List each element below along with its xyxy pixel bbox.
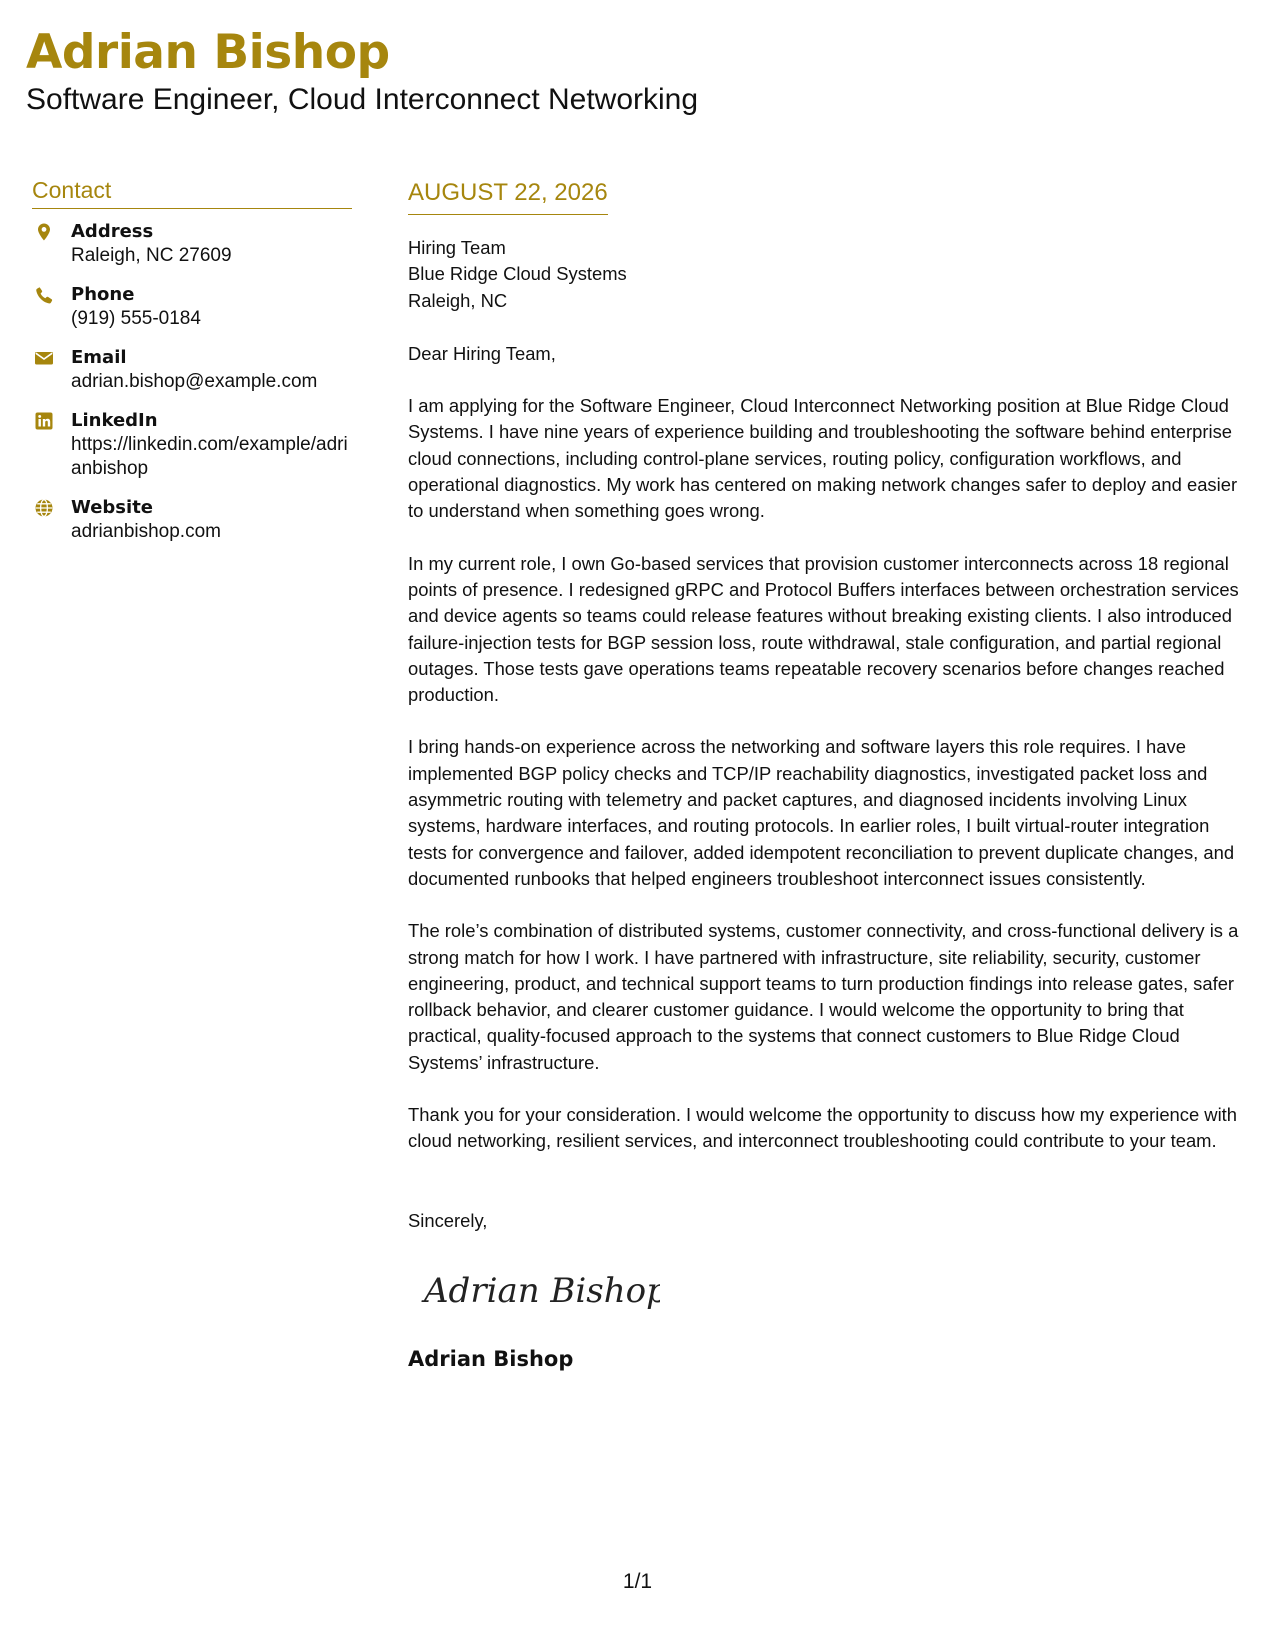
- map-pin-icon: [34, 222, 54, 242]
- signer-name: Adrian Bishop: [408, 1346, 574, 1371]
- contact-value: https://linkedin.com/example/adrianbishop: [71, 434, 348, 479]
- letter-body: [408, 178, 1253, 1372]
- salutation: Dear Hiring Team,: [408, 342, 556, 364]
- header: [26, 22, 698, 118]
- contact-item-website: [32, 495, 352, 544]
- contact-heading: Contact: [32, 176, 352, 209]
- contact-item-email: [32, 345, 352, 394]
- letter-paragraph: Thank you for your consideration. I would welcome the opportunity to discuss how my experience with cloud networking, resilient services, and interconnect troubleshooting could contribute to your team.: [408, 1104, 1238, 1152]
- globe-icon: [34, 498, 54, 518]
- letter-paragraph: I am applying for the Software Engineer, Cloud Interconnect Networking position at Blue Ridge Cloud Systems. I have nine years of experience building and troubleshooting the software behind enterprise cloud connections, including control-plane services, routing policy, configuration workflows, and operational diagnostics. My work has centered on making network changes safer to deploy and easier to understand when something goes wrong.: [408, 395, 1238, 522]
- closing: Sincerely,: [408, 1209, 488, 1231]
- contact-value: adrianbishop.com: [71, 521, 221, 542]
- contact-value: (919) 555-0184: [71, 308, 201, 329]
- recipient-line: Blue Ridge Cloud Systems: [408, 263, 627, 285]
- contact-sidebar: [32, 176, 352, 558]
- recipient-line: Hiring Team: [408, 237, 506, 258]
- contact-label: Email: [71, 347, 127, 368]
- recipient-block: [408, 235, 1253, 314]
- letter-paragraph: The role’s combination of distributed systems, customer connectivity, and cross-functional delivery is a strong match for how I work. I have partnered with infrastructure, site reliability, security, customer engineering, product, and technical support teams to turn production findings into release gates, safer rollback behavior, and clearer customer guidance. I would welcome the opportunity to bring that practical, quality-focused approach to the systems that connect customers to Blue Ridge Cloud Systems’ infrastructure.: [408, 920, 1239, 1073]
- contact-item-linkedin: [32, 408, 352, 481]
- contact-label: LinkedIn: [71, 410, 158, 431]
- page-number: 1/1: [622, 1570, 653, 1593]
- letter-date: AUGUST 22, 2026: [408, 178, 608, 215]
- contact-item-address: [32, 219, 352, 268]
- recipient-line: Raleigh, NC: [408, 289, 508, 311]
- contact-value: Raleigh, NC 27609: [71, 245, 232, 266]
- contact-label: Address: [71, 221, 154, 242]
- contact-value: adrian.bishop@example.com: [71, 371, 318, 392]
- contact-label: Phone: [71, 284, 135, 305]
- handwritten-signature: [420, 1262, 660, 1318]
- contact-label: Website: [71, 497, 154, 518]
- letter-paragraph: In my current role, I own Go-based services that provision customer interconnects across 18 regional points of presence. I redesigned gRPC and Protocol Buffers interfaces between orchestration services and device agents so teams could release features without breaking existing clients. I also introduced failure-injection tests for BGP session loss, route withdrawal, stale configuration, and partial regional outages. Those tests gave operations teams repeatable recovery scenarios before changes reached production.: [408, 552, 1239, 706]
- signature-drawing: Adrian Bishop: [424, 1270, 660, 1311]
- letter-paragraph: I bring hands-on experience across the networking and software layers this role requires. I have implemented BGP policy checks and TCP/IP reachability diagnostics, investigated packet loss and asymmetric routing with telemetry and packet captures, and diagnosed incidents involving Linux systems, hardware interfaces, and routing protocols. In earlier roles, I built virtual-router integration tests for convergence and failover, added idempotent reconciliation to prevent duplicate changes, and documented runbooks that helped engineers troubleshoot interconnect issues consistently.: [408, 736, 1235, 889]
- job-title: Software Engineer, Cloud Interconnect Networking: [26, 83, 699, 116]
- contact-list: [32, 219, 352, 544]
- linkedin-icon: [34, 411, 54, 431]
- applicant-name: Adrian Bishop: [26, 25, 390, 80]
- phone-icon: [34, 285, 54, 305]
- contact-item-phone: [32, 282, 352, 331]
- envelope-icon: [34, 348, 54, 368]
